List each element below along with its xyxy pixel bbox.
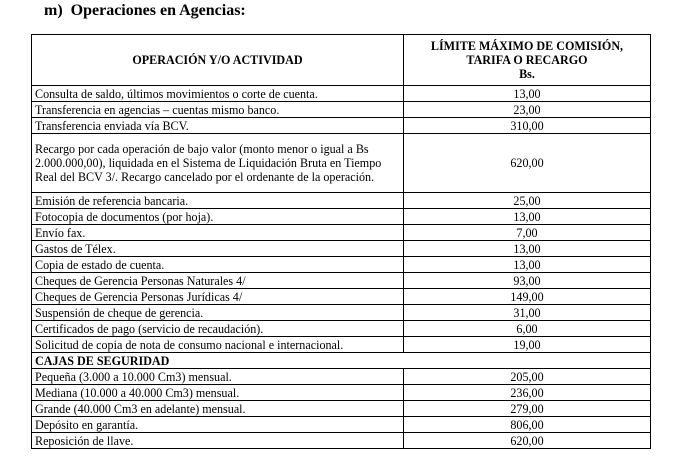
table-row [32,134,651,193]
table-row [32,193,651,209]
fee-value: 620,00 [404,134,651,193]
operation-name: Grande (40.000 Cm3 en adelante) mensual. [32,401,404,417]
operation-name: Solicitud de copia de nota de consumo nacional e internacional. [32,337,404,353]
table-row [32,289,651,305]
section-row [32,353,651,369]
limit-header-line1: LÍMITE MÁXIMO DE COMISIÓN, [430,39,624,53]
table-row [32,401,651,417]
table-row [32,257,651,273]
operation-name: Gastos de Télex. [32,241,404,257]
section-title: Operaciones en Agencias: [70,2,246,19]
table-row [32,118,651,134]
fee-value: 13,00 [404,209,651,225]
section-heading [44,2,246,20]
fee-value: 13,00 [404,257,651,273]
fee-value: 236,00 [404,385,651,401]
operation-name: Cheques de Gerencia Personas Jurídicas 4/ [32,289,404,305]
operation-name: Depósito en garantía. [32,417,404,433]
table-row [32,369,651,385]
fee-value: 149,00 [404,289,651,305]
table-row [32,209,651,225]
fee-value: 25,00 [404,193,651,209]
table-row [32,385,651,401]
table-row [32,273,651,289]
operation-name: Cheques de Gerencia Personas Naturales 4/ [32,273,404,289]
fees-table [31,34,651,449]
table-row [32,305,651,321]
operation-name: Reposición de llave. [32,433,404,449]
fee-value: 13,00 [404,241,651,257]
limit-header-line3: Bs. [519,67,535,81]
table-row [32,417,651,433]
limit-column-header [404,35,651,86]
fee-value: 93,00 [404,273,651,289]
operation-name: Transferencia en agencias – cuentas mismo banco. [32,102,404,118]
operation-name: Certificados de pago (servicio de recaudación). [32,321,404,337]
operation-name: Pequeña (3.000 a 10.000 Cm3) mensual. [32,369,404,385]
section-marker: m) [44,2,63,19]
fee-value: 620,00 [404,433,651,449]
operation-name: Transferencia enviada vía BCV. [32,118,404,134]
table-row [32,321,651,337]
fee-value: 13,00 [404,86,651,102]
fee-value: 6,00 [404,321,651,337]
table-row [32,241,651,257]
fee-value: 7,00 [404,225,651,241]
fee-value: 19,00 [404,337,651,353]
fee-value: 31,00 [404,305,651,321]
table-header-row [32,35,651,86]
fee-value: 806,00 [404,417,651,433]
table-row [32,225,651,241]
fee-value: 23,00 [404,102,651,118]
operation-name: Recargo por cada operación de bajo valor (monto menor o igual a Bs 2.000.000,00), liquidada en el Sistema de Liquidación Bruta en Tiempo Real del BCV 3/. Recargo cancelado por el ordenante de la operación. [32,134,404,193]
table-row [32,86,651,102]
operation-column-header: OPERACIÓN Y/O ACTIVIDAD [32,35,404,86]
operation-name: Suspensión de cheque de gerencia. [32,305,404,321]
operation-name: Copia de estado de cuenta. [32,257,404,273]
table-row [32,433,651,449]
fee-value: 279,00 [404,401,651,417]
operation-name: Envío fax. [32,225,404,241]
table-row [32,337,651,353]
fee-value: 205,00 [404,369,651,385]
table-row [32,102,651,118]
operation-name: Consulta de saldo, últimos movimientos o corte de cuenta. [32,86,404,102]
operation-name: Emisión de referencia bancaria. [32,193,404,209]
fee-value: 310,00 [404,118,651,134]
section-label: CAJAS DE SEGURIDAD [32,353,651,369]
operation-name: Mediana (10.000 a 40.000 Cm3) mensual. [32,385,404,401]
operation-name: Fotocopia de documentos (por hoja). [32,209,404,225]
limit-header-line2: TARIFA O RECARGO [466,53,588,67]
